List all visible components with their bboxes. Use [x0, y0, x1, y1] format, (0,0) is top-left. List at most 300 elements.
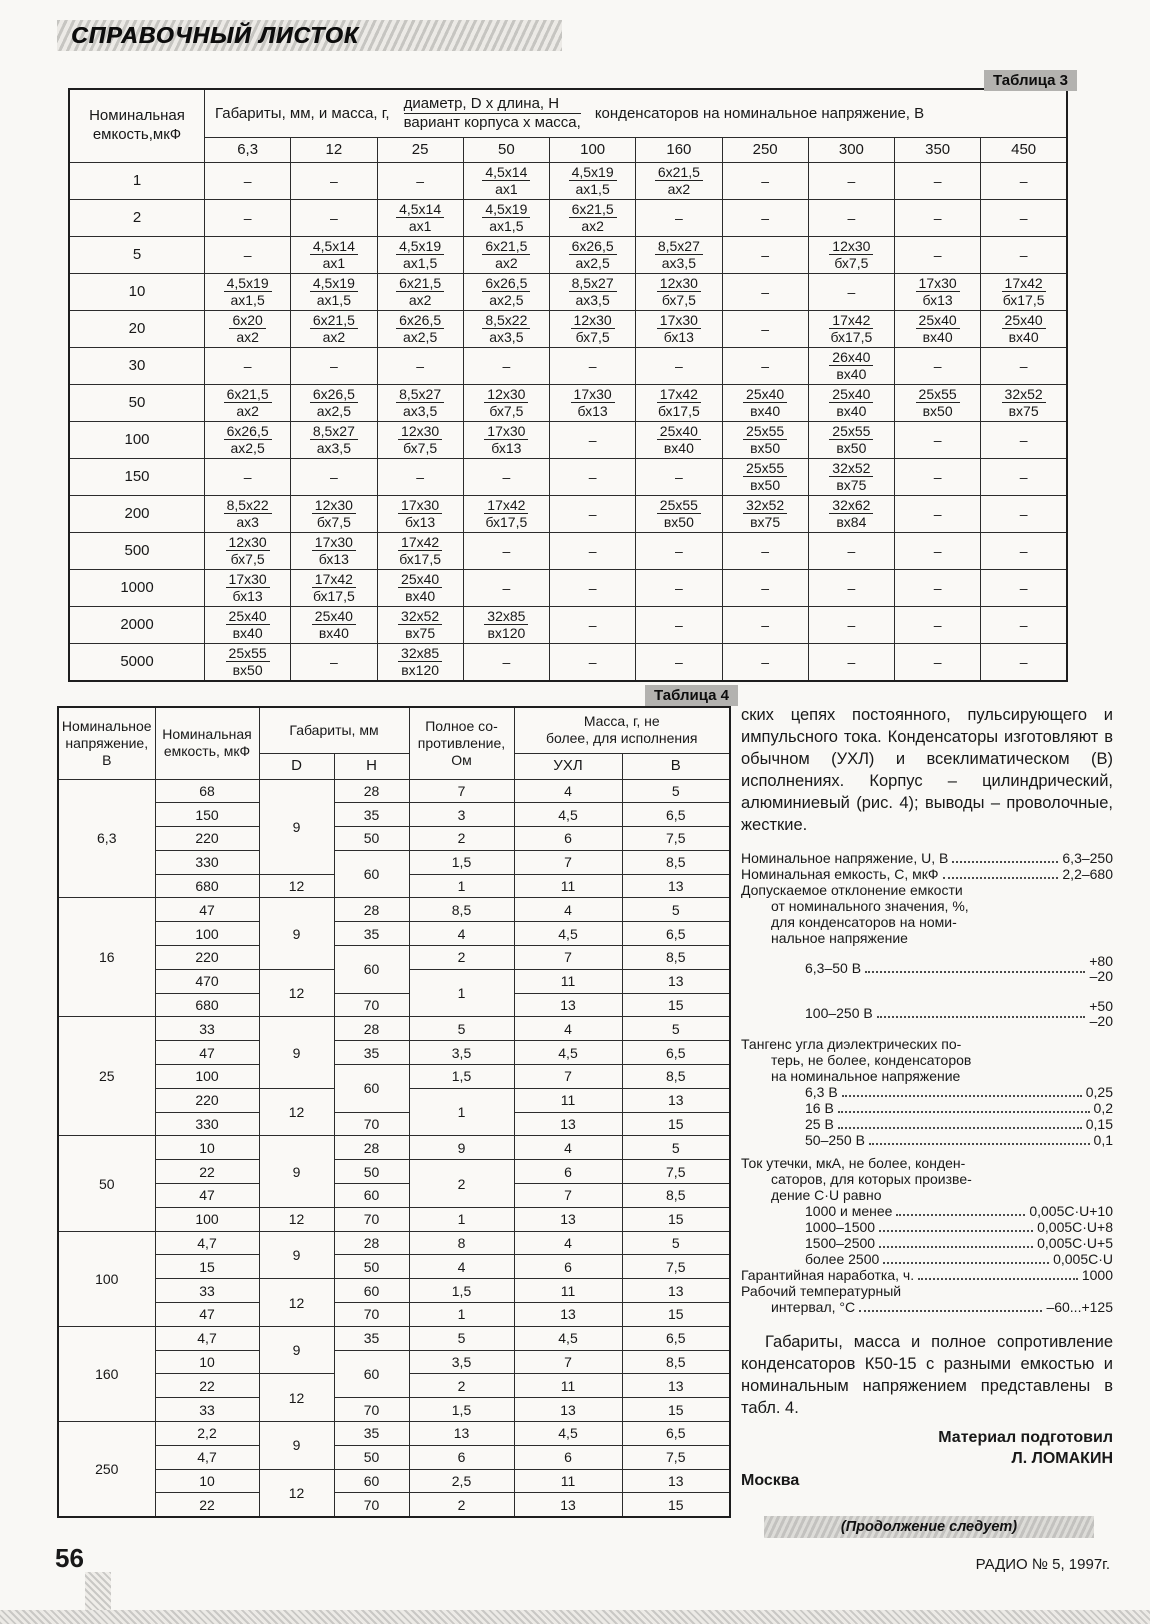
- size-fraction: [398, 534, 442, 567]
- table3-size-cell: –: [895, 199, 981, 236]
- dot-leader: [877, 1016, 1086, 1018]
- size-case-mass: бх17,5: [830, 329, 873, 345]
- size-fraction: [310, 238, 358, 271]
- table4-cell: 15: [622, 1112, 730, 1136]
- table4-cell: 12: [259, 1207, 334, 1231]
- dot-leader: [869, 1143, 1090, 1145]
- size-dimensions: 25х40: [398, 571, 442, 588]
- table3-size-cell: –: [636, 199, 722, 236]
- size-case-mass: ах1,5: [575, 181, 610, 197]
- table4-cell: 1,5: [409, 1279, 514, 1303]
- table4-resistance-header-l2: противление,: [417, 734, 506, 751]
- table4-cell: 60: [334, 1279, 409, 1303]
- table3-size-cell: [463, 495, 549, 532]
- table3-size-cell: [377, 421, 463, 458]
- spec-line: [741, 1283, 1113, 1299]
- table3-size-cell: [291, 532, 377, 569]
- table4-capacity-header-l2: емкость, мкФ: [163, 743, 251, 760]
- table4-cell: 12: [259, 969, 334, 1017]
- size-case-mass: бх7,5: [575, 329, 610, 345]
- size-fraction: [398, 497, 442, 530]
- size-fraction: [484, 386, 528, 419]
- table4-voltage-cell: 250: [58, 1422, 155, 1518]
- table4-cell: 28: [334, 1136, 409, 1160]
- table4-row: [58, 1041, 730, 1065]
- table3-size-cell: [463, 421, 549, 458]
- size-fraction: [398, 423, 442, 456]
- table4-cell: 4,5: [514, 922, 622, 946]
- table3-size-cell: [722, 495, 808, 532]
- spec-value: 0,1: [1093, 1132, 1113, 1148]
- dot-leader: [879, 1246, 1033, 1248]
- table4-cell: 70: [334, 1493, 409, 1517]
- table4-cell: 7,5: [622, 1445, 730, 1469]
- table3-header-part3: конденсаторов на номинальное напряжение, В: [594, 104, 925, 122]
- size-case-mass: вх50: [836, 440, 867, 456]
- table4-cell: 70: [334, 1303, 409, 1327]
- size-dimensions: 25х55: [657, 497, 701, 514]
- spec-label: 16 В: [805, 1100, 834, 1116]
- size-case-mass: бх17,5: [1002, 292, 1045, 308]
- table4-cell: 7: [514, 946, 622, 970]
- table3-size-cell: –: [981, 421, 1067, 458]
- table3-capacity-cell: 5000: [69, 643, 205, 681]
- table4-cell: 4: [409, 922, 514, 946]
- table4-cell: 28: [334, 1017, 409, 1041]
- table3-size-cell: [463, 199, 549, 236]
- table4-cell: 7: [514, 1184, 622, 1208]
- table3-size-cell: [636, 273, 722, 310]
- spec-value: 0,005C·U+10: [1029, 1203, 1113, 1219]
- table3-size-cell: –: [205, 236, 291, 273]
- table3-capacity-cell: 500: [69, 532, 205, 569]
- table3-row: [69, 347, 1067, 384]
- table4-row: [58, 779, 730, 803]
- size-case-mass: бх7,5: [230, 551, 265, 567]
- size-case-mass: ах3: [236, 514, 259, 530]
- table4-cell: 1: [409, 969, 514, 1017]
- table3-size-cell: [808, 347, 894, 384]
- size-dimensions: 12х30: [657, 275, 701, 292]
- table4-capacity-header-l1: Номинальная: [162, 726, 252, 743]
- spec-value: 0,25: [1085, 1084, 1113, 1100]
- table3-capacity-cell: 100: [69, 421, 205, 458]
- size-fraction: [224, 386, 272, 419]
- table3-size-cell: [808, 458, 894, 495]
- table3-size-cell: [550, 236, 636, 273]
- table3-size-cell: [981, 273, 1067, 310]
- table3-size-cell: –: [205, 199, 291, 236]
- table3-size-cell: –: [981, 495, 1067, 532]
- table4-cell: 47: [155, 1303, 259, 1327]
- size-case-mass: ах2,5: [575, 255, 610, 271]
- size-fraction: [226, 608, 270, 641]
- size-fraction: [657, 497, 701, 530]
- table4-cell: 100: [155, 1065, 259, 1089]
- table4-cell: 100: [155, 922, 259, 946]
- table4-voltage-header: [58, 707, 155, 779]
- table4-cell: 2: [409, 827, 514, 851]
- table3-size-cell: [377, 384, 463, 421]
- spec-label: более 2500: [805, 1251, 880, 1267]
- table4-head: [58, 707, 730, 779]
- size-fraction: [398, 645, 442, 678]
- table3-col1-line1: Номинальная: [89, 107, 185, 124]
- size-fraction: [396, 238, 444, 271]
- table4-cell: 6: [514, 1445, 622, 1469]
- size-dimensions: 26х40: [829, 349, 873, 366]
- table4-cell: 12: [259, 1374, 334, 1422]
- spec-line: [741, 1187, 1113, 1203]
- size-case-mass: ах2: [667, 181, 691, 197]
- table4-cell: 100: [155, 1207, 259, 1231]
- size-case-mass: вх40: [750, 403, 781, 419]
- size-case-mass: ах3,5: [316, 440, 351, 456]
- table4-uhl-header: УХЛ: [514, 753, 622, 779]
- table3-header-frac-top: диаметр, D х длина, Н: [404, 95, 581, 114]
- size-case-mass: вх40: [232, 625, 263, 641]
- size-dimensions: 8,5х27: [310, 423, 358, 440]
- scan-bottom-edge: [0, 1610, 1150, 1624]
- spec-label: 25 В: [805, 1116, 834, 1132]
- table4-cell: 8,5: [622, 1184, 730, 1208]
- table4-cell: 12: [259, 874, 334, 898]
- spec-label: 1500–2500: [805, 1235, 876, 1251]
- size-dimensions: 25х40: [312, 608, 356, 625]
- size-fraction: [829, 497, 873, 530]
- table4-cell: 13: [409, 1422, 514, 1446]
- size-fraction: [916, 275, 960, 308]
- size-fraction: [484, 608, 528, 641]
- table3-size-cell: –: [722, 310, 808, 347]
- size-fraction: [1002, 312, 1046, 345]
- spec-label: 1000 и менее: [805, 1203, 893, 1219]
- table3-size-cell: –: [981, 458, 1067, 495]
- size-dimensions: 12х30: [312, 497, 356, 514]
- size-case-mass: вх120: [401, 662, 440, 678]
- size-fraction: [657, 275, 701, 308]
- size-dimensions: 25х40: [226, 608, 270, 625]
- spec-line: [741, 914, 1113, 930]
- table4-row: [58, 1112, 730, 1136]
- table4-cell: 13: [514, 1303, 622, 1327]
- table3-capacitor-dimensions: [68, 88, 1068, 682]
- dot-leader: [838, 1111, 1090, 1113]
- table3-size-cell: –: [981, 532, 1067, 569]
- table4-mass-header: [514, 707, 730, 753]
- table4-cell: 22: [155, 1374, 259, 1398]
- size-dimensions: 25х40: [743, 386, 787, 403]
- size-case-mass: бх17,5: [657, 403, 700, 419]
- size-dimensions: 6х21,5: [482, 238, 530, 255]
- size-fraction: [310, 275, 358, 308]
- table3-size-cell: –: [981, 643, 1067, 681]
- table4-cell: 33: [155, 1017, 259, 1041]
- spec-value-stacked: [1089, 999, 1113, 1029]
- spec-list: [741, 850, 1113, 1315]
- table4-cell: 5: [622, 1231, 730, 1255]
- table3-size-cell: –: [895, 162, 981, 199]
- table3-capacity-cell: 200: [69, 495, 205, 532]
- table4-cell: 4: [514, 1231, 622, 1255]
- size-dimensions: 17х30: [657, 312, 701, 329]
- size-fraction: [396, 312, 444, 345]
- size-dimensions: 32х62: [829, 497, 873, 514]
- table3-size-cell: –: [463, 347, 549, 384]
- size-fraction: [829, 238, 873, 271]
- table4-voltage-cell: 16: [58, 898, 155, 1017]
- table3-size-cell: [291, 495, 377, 532]
- size-fraction: [569, 201, 617, 234]
- table4-row: [58, 922, 730, 946]
- table4-cell: 7: [409, 779, 514, 803]
- spec-line: [741, 1299, 1113, 1315]
- table4-row: [58, 803, 730, 827]
- spec-value: 0,005C·U+8: [1037, 1219, 1113, 1235]
- size-dimensions: 4,5х19: [224, 275, 272, 292]
- table3-row: [69, 421, 1067, 458]
- table4-voltage-cell: 6,3: [58, 779, 155, 898]
- table4-cell: 11: [514, 969, 622, 993]
- size-fraction: [743, 386, 787, 419]
- size-case-mass: вх50: [663, 514, 694, 530]
- size-fraction: [569, 275, 617, 308]
- table3-header-fraction: [404, 95, 581, 132]
- table4-cell: 70: [334, 1207, 409, 1231]
- table4-cell: 6: [409, 1445, 514, 1469]
- size-fraction: [226, 534, 270, 567]
- table4-voltage-header-l2: напряжение, В: [65, 734, 149, 768]
- size-dimensions: 17х30: [484, 423, 528, 440]
- size-dimensions: 6х21,5: [224, 386, 272, 403]
- table4-cell: 7: [514, 1350, 622, 1374]
- byline-prepared: Материал подготовил: [938, 1429, 1113, 1446]
- size-dimensions: 25х55: [226, 645, 270, 662]
- spec-label: для конденсаторов на номи-: [771, 914, 957, 930]
- size-case-mass: вх75: [836, 477, 867, 493]
- table4-row: [58, 1469, 730, 1493]
- table4-cell: 220: [155, 946, 259, 970]
- size-fraction: [312, 534, 356, 567]
- size-dimensions: 25х55: [743, 423, 787, 440]
- spec-value: 1000: [1081, 1267, 1113, 1283]
- size-case-mass: вх40: [318, 625, 349, 641]
- table3-size-cell: –: [636, 569, 722, 606]
- table4-resistance-header-l3: Ом: [451, 751, 472, 768]
- table3-size-cell: –: [981, 236, 1067, 273]
- table3-size-cell: [808, 310, 894, 347]
- table3-size-cell: [550, 162, 636, 199]
- table4-cell: 47: [155, 898, 259, 922]
- size-dimensions: 12х30: [398, 423, 442, 440]
- table4-cell: 70: [334, 1112, 409, 1136]
- table3-row: [69, 199, 1067, 236]
- table3-size-cell: [463, 273, 549, 310]
- article-paragraph-1: ских цепях постоянного, пульсирующего и импульсного тока. Конденсаторы изготовляют в обычном (УХЛ) и всеклиматическом (В) исполнениях. Корпус – цилиндрический, алюминиевый (рис. 4); выводы – проволочные, жесткие.: [741, 706, 1113, 834]
- spec-label: 50–250 В: [805, 1132, 865, 1148]
- table3-size-cell: –: [895, 532, 981, 569]
- size-case-mass: вх50: [922, 403, 953, 419]
- table3-size-cell: –: [463, 532, 549, 569]
- table4-cell: 13: [514, 1207, 622, 1231]
- size-case-mass: ах1: [408, 218, 432, 234]
- table4-row: [58, 1207, 730, 1231]
- table3-voltage-col-header: 350: [895, 137, 981, 162]
- spec-value: 0,2: [1093, 1100, 1113, 1116]
- table3-size-cell: [550, 199, 636, 236]
- table4-cell: 470: [155, 969, 259, 993]
- table3-size-cell: [722, 458, 808, 495]
- size-fraction: [657, 386, 701, 419]
- table3-size-cell: [463, 384, 549, 421]
- table3-size-cell: –: [636, 643, 722, 681]
- size-case-mass: ах2,5: [230, 440, 265, 456]
- table3-size-cell: –: [377, 162, 463, 199]
- size-case-mass: бх7,5: [316, 514, 351, 530]
- table4-cell: 13: [622, 1088, 730, 1112]
- table3-row: [69, 310, 1067, 347]
- table3-size-cell: –: [463, 458, 549, 495]
- table3-size-cell: –: [981, 199, 1067, 236]
- size-dimensions: 25х40: [1002, 312, 1046, 329]
- size-dimensions: 6х26,5: [396, 312, 444, 329]
- table3-size-cell: –: [550, 569, 636, 606]
- spec-label: саторов, для которых произве-: [771, 1171, 972, 1187]
- size-dimensions: 17х30: [571, 386, 615, 403]
- table3-row: [69, 569, 1067, 606]
- spec-value-bottom: –20: [1089, 1013, 1113, 1029]
- table3-size-cell: –: [808, 569, 894, 606]
- table4-row: [58, 827, 730, 851]
- table4-row: [58, 850, 730, 874]
- table4-cell: 47: [155, 1184, 259, 1208]
- table3-row: [69, 606, 1067, 643]
- table3-voltage-col-header: 300: [808, 137, 894, 162]
- size-fraction: [312, 608, 356, 641]
- spec-value: 6,3–250: [1062, 850, 1113, 866]
- size-fraction: [226, 571, 270, 604]
- table4-cell: 50: [334, 1445, 409, 1469]
- size-fraction: [482, 238, 530, 271]
- table3-size-cell: –: [722, 569, 808, 606]
- size-dimensions: 4,5х14: [310, 238, 358, 255]
- table4-cell: 50: [334, 1160, 409, 1184]
- size-fraction: [398, 571, 442, 604]
- table4-cell: 8,5: [622, 850, 730, 874]
- table3-capacity-cell: 2000: [69, 606, 205, 643]
- table4-cell: 60: [334, 946, 409, 994]
- spec-line: [741, 1251, 1113, 1267]
- size-dimensions: 4,5х19: [569, 164, 617, 181]
- spec-label: 100–250 В: [805, 1005, 873, 1021]
- size-fraction: [224, 423, 272, 456]
- table4-cell: 1,5: [409, 850, 514, 874]
- table4-cell: 13: [514, 993, 622, 1017]
- table4-cell: 4,7: [155, 1326, 259, 1350]
- spec-line: [741, 1132, 1113, 1148]
- table4-row: [58, 1422, 730, 1446]
- table4-cell: 9: [259, 1231, 334, 1279]
- table3-size-cell: [981, 310, 1067, 347]
- table4-cell: 15: [622, 1207, 730, 1231]
- table3-size-cell: [291, 421, 377, 458]
- table3-size-cell: [377, 643, 463, 681]
- table4-cell: 11: [514, 1374, 622, 1398]
- size-case-mass: бх17,5: [399, 551, 442, 567]
- table3-size-cell: [205, 384, 291, 421]
- table3-capacity-cell: 1000: [69, 569, 205, 606]
- spec-value: 0,005C·U+5: [1037, 1235, 1113, 1251]
- size-case-mass: вх40: [405, 588, 436, 604]
- size-fraction: [310, 423, 358, 456]
- spec-value-top: +80: [1089, 953, 1113, 969]
- table3-size-cell: [636, 162, 722, 199]
- table3-size-cell: [722, 421, 808, 458]
- table4-cell: 15: [155, 1255, 259, 1279]
- table3-capacity-cell: 50: [69, 384, 205, 421]
- size-dimensions: 25х55: [829, 423, 873, 440]
- table3-size-cell: –: [895, 421, 981, 458]
- table4-row: [58, 1350, 730, 1374]
- table3-label: Таблица 3: [984, 70, 1077, 91]
- table4-cell: 35: [334, 803, 409, 827]
- size-fraction: [482, 312, 530, 345]
- table4-d-header: D: [259, 753, 334, 779]
- size-dimensions: 6х21,5: [655, 164, 703, 181]
- table4-cell: 12: [259, 1469, 334, 1517]
- table4-cell: 70: [334, 993, 409, 1017]
- table4-row: [58, 1303, 730, 1327]
- size-dimensions: 32х85: [484, 608, 528, 625]
- table3-size-cell: –: [895, 347, 981, 384]
- table3-capacity-cell: 5: [69, 236, 205, 273]
- size-case-mass: бх13: [232, 588, 263, 604]
- table4-cell: 35: [334, 1041, 409, 1065]
- continuation-bar: [764, 1516, 1094, 1538]
- size-case-mass: ах1: [495, 181, 518, 197]
- table3-size-cell: [291, 384, 377, 421]
- table3-voltage-col-header: 12: [291, 137, 377, 162]
- table3-size-cell: [377, 532, 463, 569]
- table3-size-cell: [291, 569, 377, 606]
- spec-value-top: +50: [1089, 998, 1113, 1014]
- size-case-mass: ах2: [236, 403, 259, 419]
- table4-cell: 8,5: [622, 1065, 730, 1089]
- table3-size-cell: [808, 384, 894, 421]
- size-dimensions: 6х26,5: [224, 423, 272, 440]
- byline: [741, 1427, 1113, 1469]
- table3-size-cell: [377, 199, 463, 236]
- table3-voltage-col-header: 6,3: [205, 137, 291, 162]
- size-case-mass: вх50: [750, 477, 781, 493]
- size-dimensions: 8,5х22: [224, 497, 272, 514]
- table4-cell: 2: [409, 1374, 514, 1398]
- size-fraction: [829, 423, 873, 456]
- table4-cell: 8,5: [409, 898, 514, 922]
- dot-leader: [879, 1230, 1033, 1232]
- spec-label: Ток утечки, мкА, не более, конден-: [741, 1155, 966, 1171]
- table3-size-cell: –: [550, 643, 636, 681]
- spec-value: 0,005C·U: [1053, 1251, 1113, 1267]
- table3-size-cell: [636, 495, 722, 532]
- spec-line: [741, 1267, 1113, 1283]
- size-fraction: [743, 497, 787, 530]
- table4-cell: 8,5: [622, 1350, 730, 1374]
- size-case-mass: вх50: [750, 440, 781, 456]
- size-fraction: [657, 423, 701, 456]
- table4-row: [58, 993, 730, 1017]
- table4-row: [58, 1017, 730, 1041]
